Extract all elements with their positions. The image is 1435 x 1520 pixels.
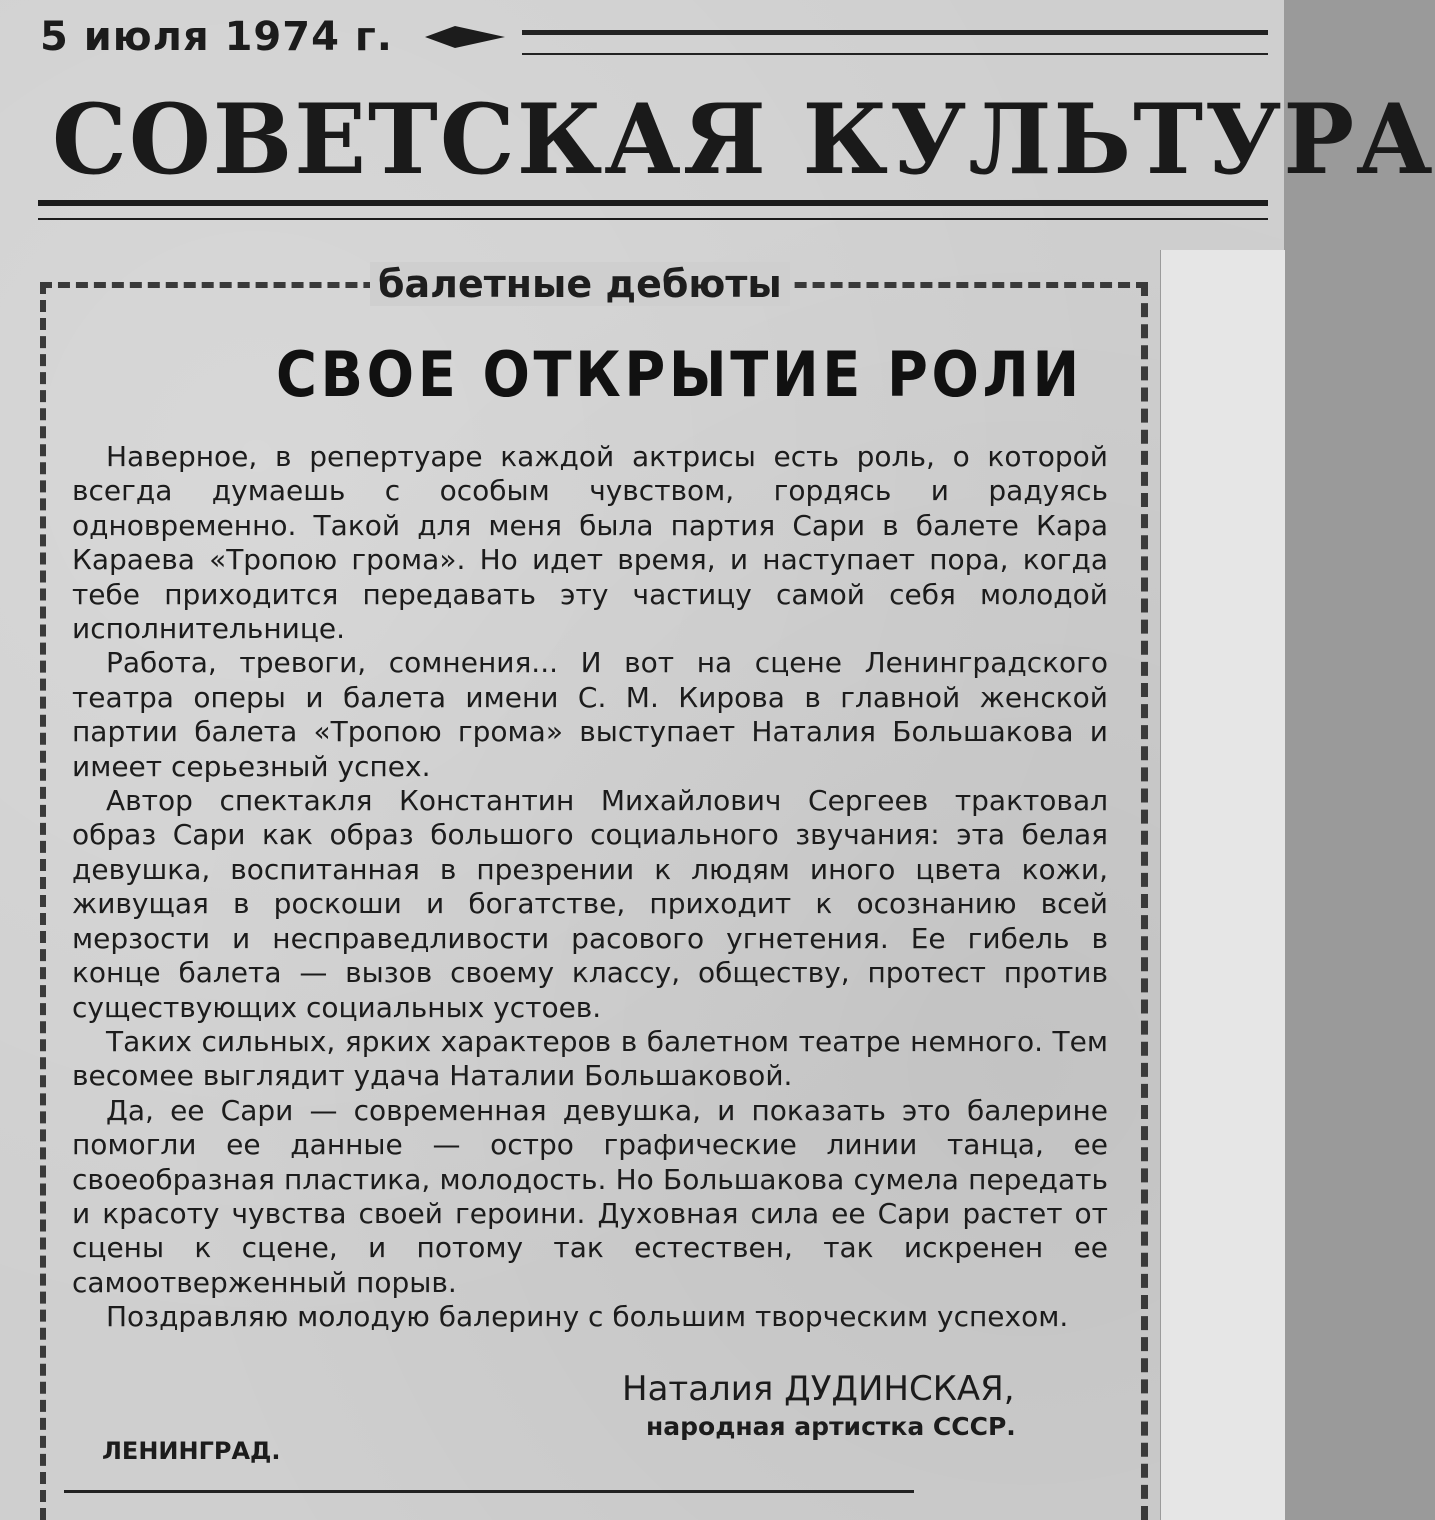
date-rule [522,30,1268,55]
article-paragraph: Таких сильных, ярких характеров в балетном театре немного. Тем весомее выглядит удача Наталии Большаковой. [72,1024,1108,1093]
article-paragraph: Автор спектакля Константин Михайлович Сергеев трактовал образ Сари как образ большого социального звучания: эта белая девушка, воспитанная в презрении к людям иного цвета кожи, живущая в роскоши и богатстве, приходит к осознанию всей мерзости и несправедливости расового угнетения. Ее гибель в конце балета — вызов своему классу, обществу, протест против существующих социальных устоев. [72,784,1108,1024]
bottom-rule [64,1490,914,1493]
author-title: народная артистка СССР. [646,1412,1016,1441]
author-signature [622,1368,1016,1444]
newspaper-masthead: СОВЕТСКАЯ КУЛЬТУРА [52,83,1435,196]
article-paragraph: Наверное, в репертуаре каждой актрисы есть роль, о которой всегда думаешь с особым чувством, гордясь и радуясь одновременно. Такой для меня была партия Сари в балете Кара Караева «Тропою грома». Но идет время, и наступает пора, когда тебе приходится передавать эту частицу самой себя молодой исполнительнице. [72,440,1108,646]
issue-date: 5 июля 1974 г. [40,14,393,60]
author-name: Наталия ДУДИНСКАЯ, [622,1369,1015,1409]
diamond-ornament-icon [425,22,505,52]
article-body [72,440,1108,1335]
torn-edge [1160,250,1285,1520]
article-paragraph: Работа, тревоги, сомнения... И вот на сцене Ленинградского театра оперы и балета имени С. М. Кирова в главной женской партии балета «Тропою грома» выступает Наталия Большакова и имеет серьезный успех. [72,646,1108,783]
article-headline: СВОЕ ОТКРЫТИЕ РОЛИ [276,338,1083,411]
article-rubric: балетные дебюты [370,262,790,306]
masthead-rule [38,200,1268,220]
article-paragraph: Поздравляю молодую балерину с большим творческим успехом. [106,1300,1069,1334]
dateline-city: ЛЕНИНГРАД. [102,1437,281,1465]
article-paragraph: Да, ее Сари — современная девушка, и показать это балерине помогли ее данные — остро графические линии танца, ее своеобразная пластика, молодость. Но Большакова сумела передать и красоту чувства своей героини. Духовная сила ее Сари растет от сцены к сцене, и потому так естествен, так искренен ее самоотверженный порыв. [72,1093,1108,1299]
